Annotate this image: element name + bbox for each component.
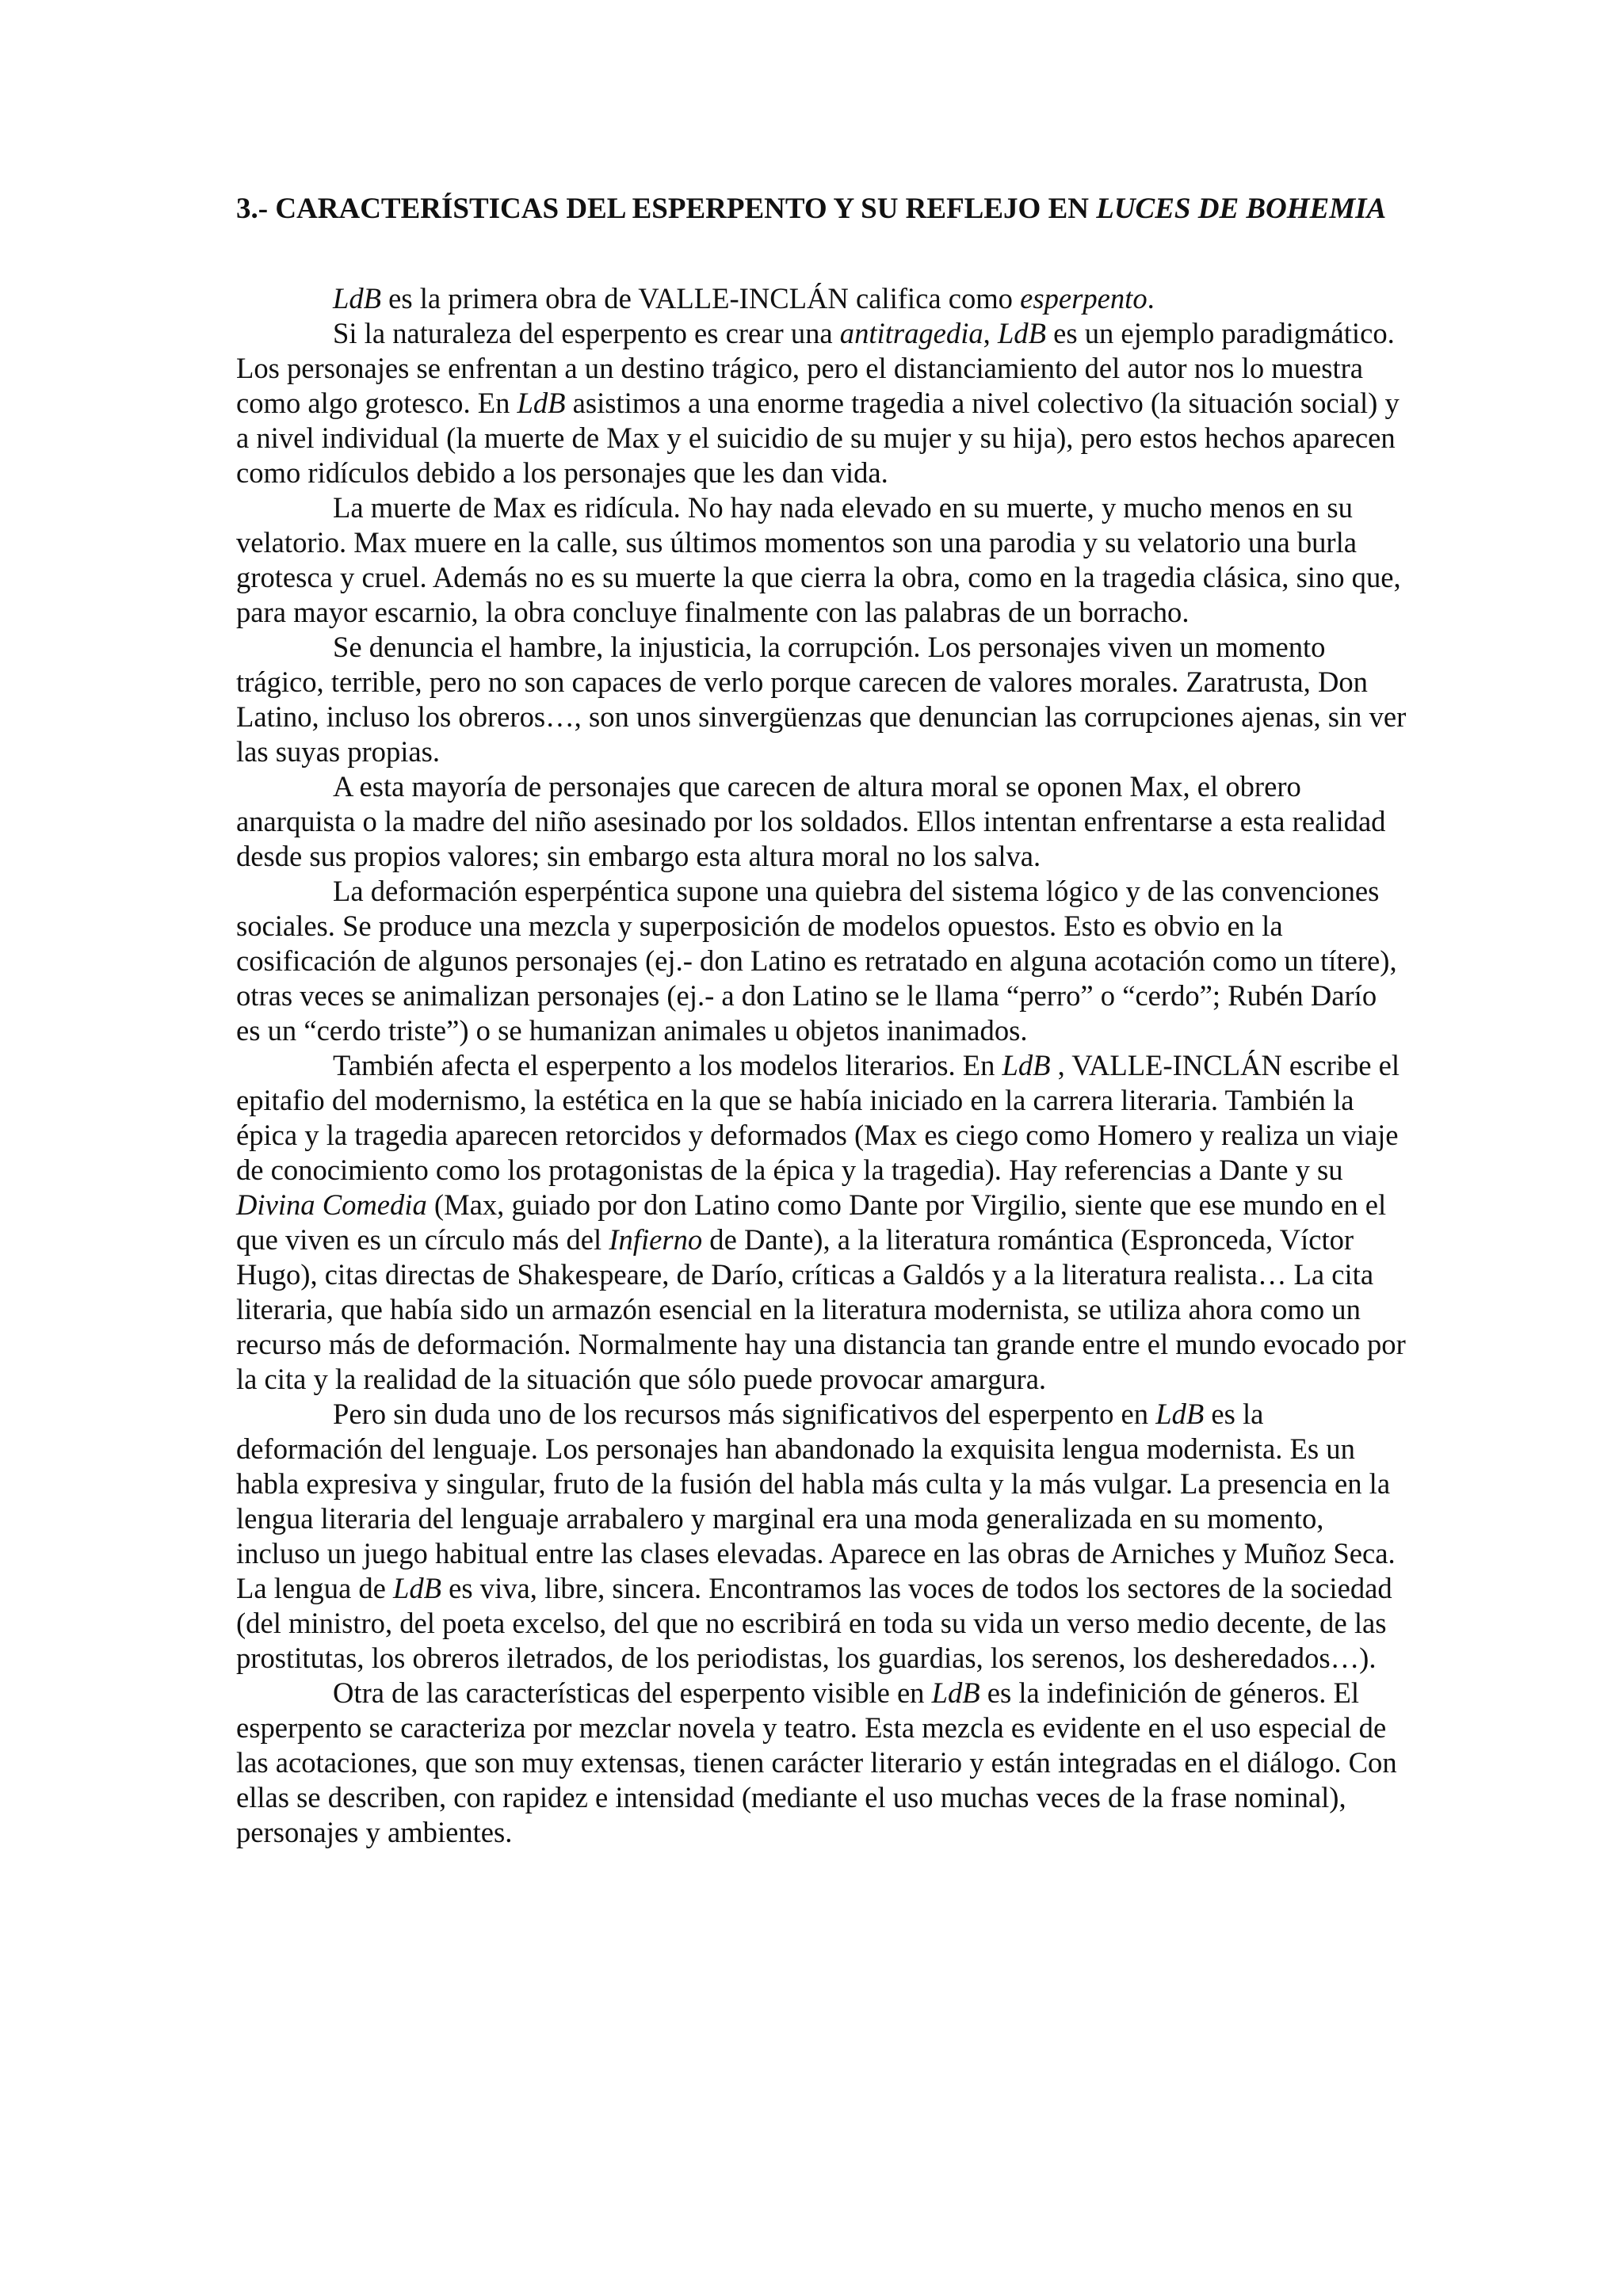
paragraph-1: [236, 281, 1407, 316]
paragraph-7: [236, 1048, 1407, 1397]
body-text: [236, 281, 1407, 1850]
paragraph-text: Si la naturaleza del esperpento es crear una: [333, 317, 840, 349]
paragraph-text: La deformación esperpéntica supone una quiebra del sistema lógico y de las convenciones sociales. Se produce una mezcla y superposición de modelos opuestos. Esto es obvio en la cosificación de algunos personajes (ej.- don Latino es retratado en alguna acotación como un títere), otras veces se animalizan personajes (ej.- a don Latino se le llama “perro” o “cerdo”; Rubén Darío es un “cerdo triste”) o se humanizan animales u objetos inanimados.: [236, 875, 1397, 1047]
paragraph-text: es la deformación del lenguaje. Los personajes han abandonado la exquisita lengua modernista. Es un habla expresiva y singular, fruto de la fusión del habla más culta y la más vulgar. La presencia en la lengua literaria del lenguaje arrabalero y marginal era una moda generalizada en su momento, incluso un juego habitual entre las clases elevadas. Aparece en las obras de Arniches y Muñoz Seca. La lengua de: [236, 1398, 1396, 1604]
italic-term: LdB: [997, 317, 1046, 349]
section-heading-text: 3.- CARACTERÍSTICAS DEL ESPERPENTO Y SU REFLEJO EN: [236, 193, 1097, 225]
paragraph-text: de Dante), a la literatura romántica (Espronceda, Víctor Hugo), citas directas de Shakespeare, de Darío, críticas a Galdós y a la literatura realista… La cita literaria, que había sido un armazón esencial en la literatura modernista, se utiliza ahora como un recurso más de deformación. Normalmente hay una distancia tan grande entre el mundo evocado por la cita y la realidad de la situación que sólo puede provocar amargura.: [236, 1223, 1406, 1395]
italic-term: LdB: [393, 1572, 442, 1604]
paragraph-9: [236, 1676, 1407, 1850]
italic-term: LdB: [931, 1676, 980, 1709]
paragraph-2: [236, 316, 1407, 490]
italic-term: LdB: [1002, 1049, 1051, 1081]
paragraph-8: [236, 1397, 1407, 1676]
paragraph-text: es un ejemplo paradigmático. Los personajes se enfrentan a un destino trágico, pero el distanciamiento del autor nos lo muestra como algo grotesco. En: [236, 317, 1395, 419]
paragraph-text: A esta mayoría de personajes que carecen de altura moral se oponen Max, el obrero anarquista o la madre del niño asesinado por los soldados. Ellos intentan enfrentarse a esta realidad desde sus propios valores; sin embargo esta altura moral no los salva.: [236, 770, 1386, 872]
paragraph-text: , VALLE-INCLÁN escribe el epitafio del modernismo, la estética en la que se había iniciado en la carrera literaria. También la épica y la tragedia aparecen retorcidos y deformados (Max es ciego como Homero y realiza un viaje de conocimiento como los protagonistas de la épica y la tragedia). Hay referencias a Dante y su: [236, 1049, 1400, 1186]
italic-term: Infierno: [609, 1223, 703, 1256]
italic-term: esperpento: [1020, 282, 1148, 315]
paragraph-text: es la indefinición de géneros. El esperpento se caracteriza por mezclar novela y teatro. Esta mezcla es evidente en el uso especial de las acotaciones, que son muy extensas, tienen carácter literario y están integradas en el diálogo. Con ellas se describen, con rapidez e intensidad (mediante el uso muchas veces de la frase nominal), personajes y ambientes.: [236, 1676, 1397, 1848]
paragraph-text: es viva, libre, sincera. Encontramos las voces de todos los sectores de la sociedad (del ministro, del poeta excelso, del que no escribirá en toda su vida un verso medio decente, de las prostitutas, los obreros iletrados, de los periodistas, los guardias, los serenos, los desheredados…).: [236, 1572, 1392, 1674]
section-heading: [236, 192, 1407, 226]
paragraph-text: También afecta el esperpento a los modelos literarios. En: [333, 1049, 1002, 1081]
paragraph-3: [236, 490, 1407, 630]
italic-term: antitragedia: [839, 317, 983, 349]
paragraph-text: ,: [983, 317, 998, 349]
paragraph-text: Pero sin duda uno de los recursos más significativos del esperpento en: [333, 1398, 1156, 1430]
paragraph-text: es la primera obra de VALLE-INCLÁN califica como: [380, 282, 1021, 315]
italic-term: Divina Comedia: [236, 1188, 427, 1221]
paragraph-5: [236, 769, 1407, 874]
italic-term: LdB: [333, 282, 381, 315]
paragraph-6: [236, 874, 1407, 1048]
document-page: [236, 192, 1407, 1850]
paragraph-text: .: [1147, 282, 1155, 315]
italic-term: LdB: [1155, 1398, 1205, 1430]
paragraph-text: (Max, guiado por don Latino como Dante por Virgilio, siente que ese mundo en el que viven es un círculo más del: [236, 1188, 1387, 1256]
paragraph-text: La muerte de Max es ridícula. No hay nada elevado en su muerte, y mucho menos en su velatorio. Max muere en la calle, sus últimos momentos son una parodia y su velatorio una burla grotesca y cruel. Además no es su muerte la que cierra la obra, como en la tragedia clásica, sino que, para mayor escarnio, la obra concluye finalmente con las palabras de un borracho.: [236, 491, 1401, 628]
paragraph-4: [236, 630, 1407, 769]
paragraph-text: asistimos a una enorme tragedia a nivel colectivo (la situación social) y a nivel individual (la muerte de Max y el suicidio de su mujer y su hija), pero estos hechos aparecen como ridículos debido a los personajes que les dan vida.: [236, 387, 1400, 489]
paragraph-text: Otra de las características del esperpento visible en: [333, 1676, 932, 1709]
italic-term: LdB: [517, 387, 566, 419]
section-heading-title-italic: LUCES DE BOHEMIA: [1096, 193, 1387, 225]
paragraph-text: Se denuncia el hambre, la injusticia, la corrupción. Los personajes viven un momento trágico, terrible, pero no son capaces de verlo porque carecen de valores morales. Zaratrusta, Don Latino, incluso los obreros…, son unos sinvergüenzas que denuncian las corrupciones ajenas, sin ver las suyas propias.: [236, 631, 1407, 768]
